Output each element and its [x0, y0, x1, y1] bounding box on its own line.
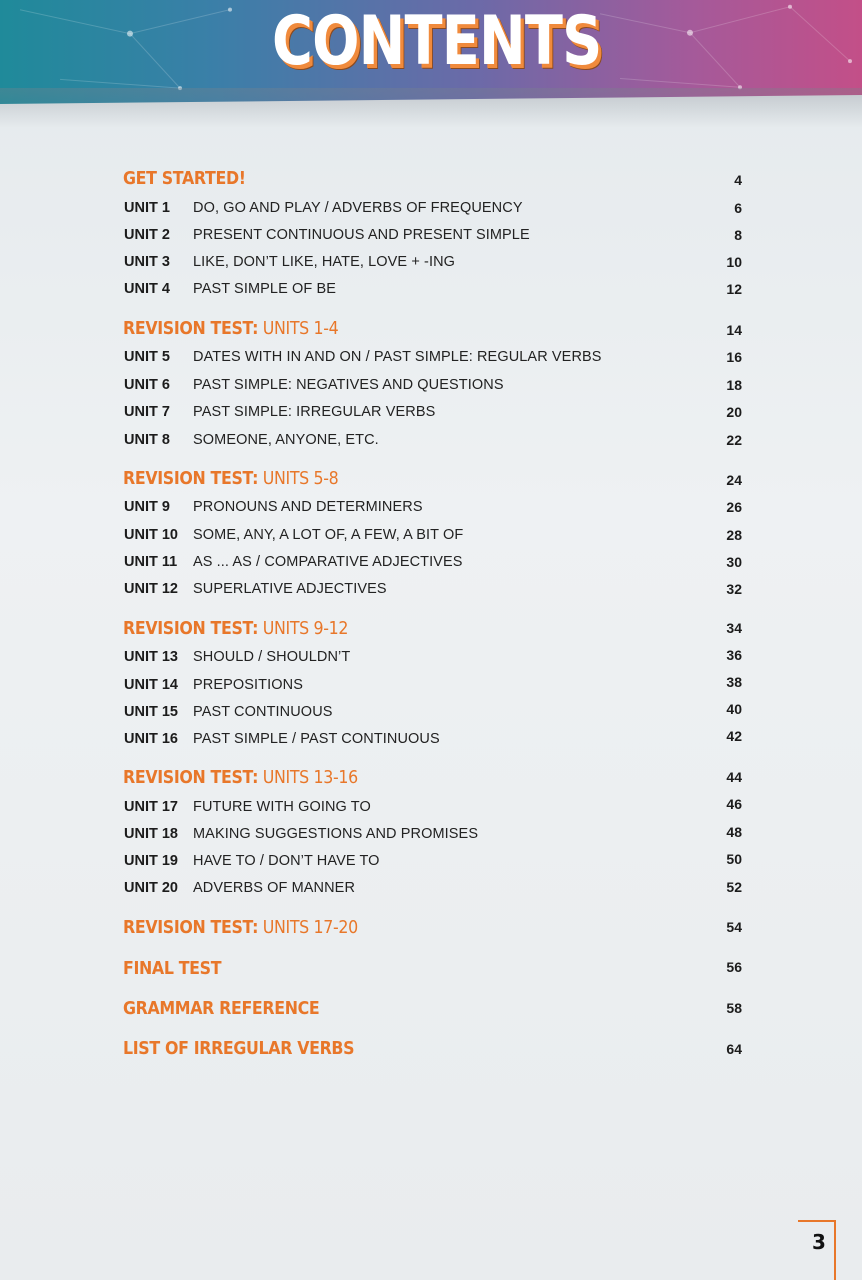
toc-entry-unit-6[interactable] [0, 377, 862, 401]
page-number: 64 [726, 1041, 742, 1057]
section-title [123, 618, 348, 639]
page-number: 30 [726, 554, 742, 570]
toc-entry-revision-2[interactable] [0, 468, 862, 492]
toc-entry-unit-13[interactable] [0, 649, 862, 673]
page-number: 38 [726, 674, 742, 690]
unit-label: UNIT 9 [124, 499, 170, 515]
page-number: 12 [726, 281, 742, 297]
toc-entry-revision-4[interactable] [0, 767, 862, 791]
toc-entry-final-test[interactable] [0, 958, 862, 982]
page-number: 6 [734, 200, 742, 216]
revision-units: UNITS 5-8 [258, 468, 339, 489]
toc-entry-unit-14[interactable] [0, 674, 862, 701]
unit-label: UNIT 1 [124, 200, 170, 216]
section-title: FINAL TEST [123, 958, 222, 979]
section-title [123, 767, 358, 788]
page-number: 48 [726, 824, 742, 840]
page-number: 28 [726, 527, 742, 543]
page-number: 20 [726, 404, 742, 420]
page-number: 44 [726, 769, 742, 785]
toc-entry-unit-19[interactable] [0, 853, 862, 877]
toc-entry-unit-20[interactable] [0, 880, 862, 904]
unit-title: LIKE, DON’T LIKE, HATE, LOVE + -ING [193, 254, 456, 270]
toc-entry-unit-4[interactable] [0, 281, 862, 305]
revision-units: UNITS 17-20 [258, 917, 358, 938]
page-number-footer: 3 [812, 1230, 826, 1254]
unit-title: PREPOSITIONS [193, 677, 303, 693]
unit-title: PAST SIMPLE OF BE [193, 281, 336, 297]
toc-entry-unit-7[interactable] [0, 404, 862, 428]
revision-label: REVISION TEST: [123, 318, 259, 339]
unit-label: UNIT 12 [124, 581, 178, 597]
section-title [123, 917, 358, 938]
revision-label: REVISION TEST: [123, 618, 259, 639]
unit-title: AS ... AS / COMPARATIVE ADJECTIVES [193, 554, 463, 570]
unit-label: UNIT 17 [124, 799, 178, 815]
toc-entry-irregular-verbs[interactable] [0, 1038, 862, 1062]
revision-units: UNITS 1-4 [258, 318, 339, 339]
page-number: 56 [726, 959, 742, 975]
unit-title: FUTURE WITH GOING TO [193, 799, 371, 815]
page-number: 32 [726, 581, 742, 597]
toc-entry-unit-12[interactable] [0, 581, 862, 605]
page-number: 42 [726, 728, 742, 744]
page-number: 46 [726, 796, 742, 812]
revision-units: UNITS 9-12 [258, 618, 349, 639]
page-number: 14 [726, 322, 742, 338]
toc-entry-unit-10[interactable] [0, 527, 862, 551]
page-number: 50 [726, 851, 742, 867]
unit-label: UNIT 11 [124, 554, 178, 570]
section-title [123, 468, 338, 489]
unit-title: DO, GO AND PLAY / ADVERBS OF FREQUENCY [193, 200, 523, 216]
unit-title: PAST SIMPLE: NEGATIVES AND QUESTIONS [193, 377, 504, 393]
unit-title: PAST SIMPLE / PAST CONTINUOUS [193, 731, 440, 747]
unit-label: UNIT 4 [124, 281, 170, 297]
revision-units: UNITS 13-16 [258, 767, 358, 788]
unit-label: UNIT 8 [124, 432, 170, 448]
unit-label: UNIT 15 [124, 704, 178, 720]
toc-entry-unit-11[interactable] [0, 554, 862, 578]
toc-entry-unit-9[interactable] [0, 499, 862, 523]
page-number: 58 [726, 1000, 742, 1016]
page-number: 8 [734, 227, 742, 243]
toc-entry-unit-3[interactable] [0, 254, 862, 278]
revision-label: REVISION TEST: [123, 468, 259, 489]
unit-label: UNIT 20 [124, 880, 178, 896]
page-number: 40 [726, 701, 742, 717]
toc-entry-unit-2[interactable] [0, 227, 862, 251]
toc-entry-unit-8[interactable] [0, 432, 862, 456]
unit-label: UNIT 3 [124, 254, 170, 270]
unit-label: UNIT 2 [124, 227, 170, 243]
page-number: 22 [726, 432, 742, 448]
page-number: 16 [726, 349, 742, 365]
page-number: 18 [726, 377, 742, 393]
unit-title: PRESENT CONTINUOUS AND PRESENT SIMPLE [193, 227, 530, 243]
page-number: 10 [726, 254, 742, 270]
page-number: 54 [726, 919, 742, 935]
unit-title: SUPERLATIVE ADJECTIVES [193, 581, 387, 597]
page-number: 4 [734, 172, 742, 188]
unit-label: UNIT 18 [124, 826, 178, 842]
revision-label: REVISION TEST: [123, 767, 259, 788]
unit-title: PAST SIMPLE: IRREGULAR VERBS [193, 404, 436, 420]
unit-label: UNIT 6 [124, 377, 170, 393]
unit-title: HAVE TO / DON’T HAVE TO [193, 853, 380, 869]
section-title [123, 318, 338, 339]
unit-title: SOME, ANY, A LOT OF, A FEW, A BIT OF [193, 527, 464, 543]
unit-label: UNIT 14 [124, 677, 178, 693]
page-number: 26 [726, 499, 742, 515]
page-number: 24 [726, 472, 742, 488]
section-title: GET STARTED! [123, 168, 246, 189]
page-title: CONTENTS [272, 2, 602, 81]
toc-entry-unit-16[interactable] [0, 728, 862, 755]
toc-entry-revision-3[interactable] [0, 618, 862, 642]
toc-entry-revision-5[interactable] [0, 917, 862, 941]
toc-entry-revision-1[interactable] [0, 318, 862, 342]
unit-label: UNIT 13 [124, 649, 178, 665]
page-number: 36 [726, 647, 742, 663]
page-number: 52 [726, 879, 742, 895]
toc-entry-unit-15[interactable] [0, 701, 862, 728]
unit-title: PAST CONTINUOUS [193, 704, 333, 720]
toc-entry-unit-5[interactable] [0, 349, 862, 373]
unit-label: UNIT 19 [124, 853, 178, 869]
unit-label: UNIT 7 [124, 404, 170, 420]
unit-label: UNIT 5 [124, 349, 170, 365]
toc-entry-unit-17[interactable] [0, 796, 862, 823]
toc-entry-unit-1[interactable] [0, 200, 862, 224]
unit-title: MAKING SUGGESTIONS AND PROMISES [193, 826, 479, 842]
toc-entry-grammar-reference[interactable] [0, 998, 862, 1022]
unit-title: PRONOUNS AND DETERMINERS [193, 499, 423, 515]
toc-entry-get-started[interactable] [0, 168, 862, 192]
unit-title: ADVERBS OF MANNER [193, 880, 356, 896]
unit-label: UNIT 16 [124, 731, 178, 747]
revision-label: REVISION TEST: [123, 917, 259, 938]
unit-title: DATES WITH IN AND ON / PAST SIMPLE: REGULAR VERBS [193, 349, 602, 365]
unit-title: SOMEONE, ANYONE, ETC. [193, 432, 379, 448]
page-number: 34 [726, 620, 742, 636]
section-title: GRAMMAR REFERENCE [123, 998, 320, 1019]
unit-label: UNIT 10 [124, 527, 178, 543]
unit-title: SHOULD / SHOULDN’T [193, 649, 351, 665]
toc-entry-unit-18[interactable] [0, 826, 862, 850]
section-title: LIST OF IRREGULAR VERBS [123, 1038, 355, 1059]
